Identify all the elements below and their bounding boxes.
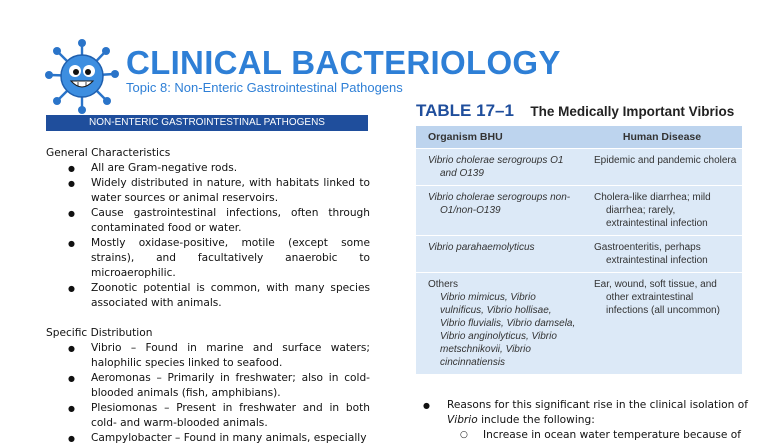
list-item: ● All are Gram-negative rods. (46, 161, 370, 176)
left-column (46, 146, 370, 446)
general-characteristics-list (46, 161, 370, 311)
organism-cell: Vibrio parahaemolyticus (416, 236, 582, 273)
table-title: The Medically Important Vibrios (530, 104, 735, 119)
column-header-disease: Human Disease (582, 126, 742, 149)
list-item: ● Campylobacter – Found in many animals, especially (46, 431, 370, 446)
table-row (416, 186, 742, 236)
organism-cell: Vibrio cholerae serogroups O1 and O139 (416, 149, 582, 186)
column-header-organism: Organism BHU (416, 126, 582, 149)
list-item: ● Mostly oxidase-positive, motile (except some strains), and facultatively anaerobic to microaerophilic. (46, 236, 370, 281)
table-row (416, 149, 742, 186)
list-item: ● Widely distributed in nature, with habitats linked to water sources or animal reservoirs. (46, 176, 370, 206)
list-item: ● Reasons for this significant rise in the clinical isolation of Vibrio include the following: (423, 399, 748, 426)
page-title: CLINICAL BACTERIOLOGY (126, 44, 561, 81)
list-item: ● Cause gastrointestinal infections, often through contaminated food or water. (46, 206, 370, 236)
table-row (416, 273, 742, 375)
reasons-list (420, 398, 750, 443)
list-item: ● Aeromonas – Primarily in freshwater; also in cold-blooded animals (fish, amphibians). (46, 371, 370, 401)
table-caption (416, 101, 734, 121)
organism-cell: Others Vibrio mimicus, Vibrio vulnificus, Vibrio hollisae, Vibrio fluvialis, Vibrio damsela, Vibrio anginolyticus, Vibrio metschnikovii, Vibrio cincinnatiensis (416, 273, 582, 375)
list-item: ● Plesiomonas – Present in freshwater and in both cold- and warm-blooded animals. (46, 401, 370, 431)
disease-cell: Ear, wound, soft tissue, and other extraintestinal infections (all uncommon) (582, 273, 742, 375)
specific-distribution-heading: Specific Distribution (46, 327, 153, 339)
list-item: ● Zoonotic potential is common, with many species associated with animals. (46, 281, 370, 311)
section-heading-bar: NON-ENTERIC GASTROINTESTINAL PATHOGENS (46, 115, 368, 131)
disease-cell: Epidemic and pandemic cholera (582, 149, 742, 186)
list-item: ● Vibrio – Found in marine and surface waters; halophilic species linked to seafood. (46, 341, 370, 371)
specific-distribution-list (46, 341, 370, 446)
disease-cell: Gastroenteritis, perhaps extraintestinal infection (582, 236, 742, 273)
table-header-row (416, 126, 742, 149)
general-characteristics-heading: General Characteristics (46, 147, 171, 159)
table-number: TABLE 17–1 (416, 101, 514, 120)
table-row (416, 236, 742, 273)
disease-cell: Cholera-like diarrhea; mild diarrhea; rarely, extraintestinal infection (582, 186, 742, 236)
bacterium-mascot-icon (44, 38, 120, 114)
organism-cell: Vibrio cholerae serogroups non-O1/non-O139 (416, 186, 582, 236)
vibrio-table (416, 126, 742, 374)
sub-list-item: ○ Increase in ocean water temperature because of (460, 429, 742, 441)
other-vibrio-species: Vibrio mimicus, Vibrio vulnificus, Vibrio hollisae, Vibrio fluvialis, Vibrio damsela, Vibrio anginolyticus, Vibrio metschnikovii, Vibrio cincinnatiensis (440, 292, 576, 368)
page-subtitle: Topic 8: Non-Enteric Gastrointestinal Pathogens (126, 80, 403, 95)
